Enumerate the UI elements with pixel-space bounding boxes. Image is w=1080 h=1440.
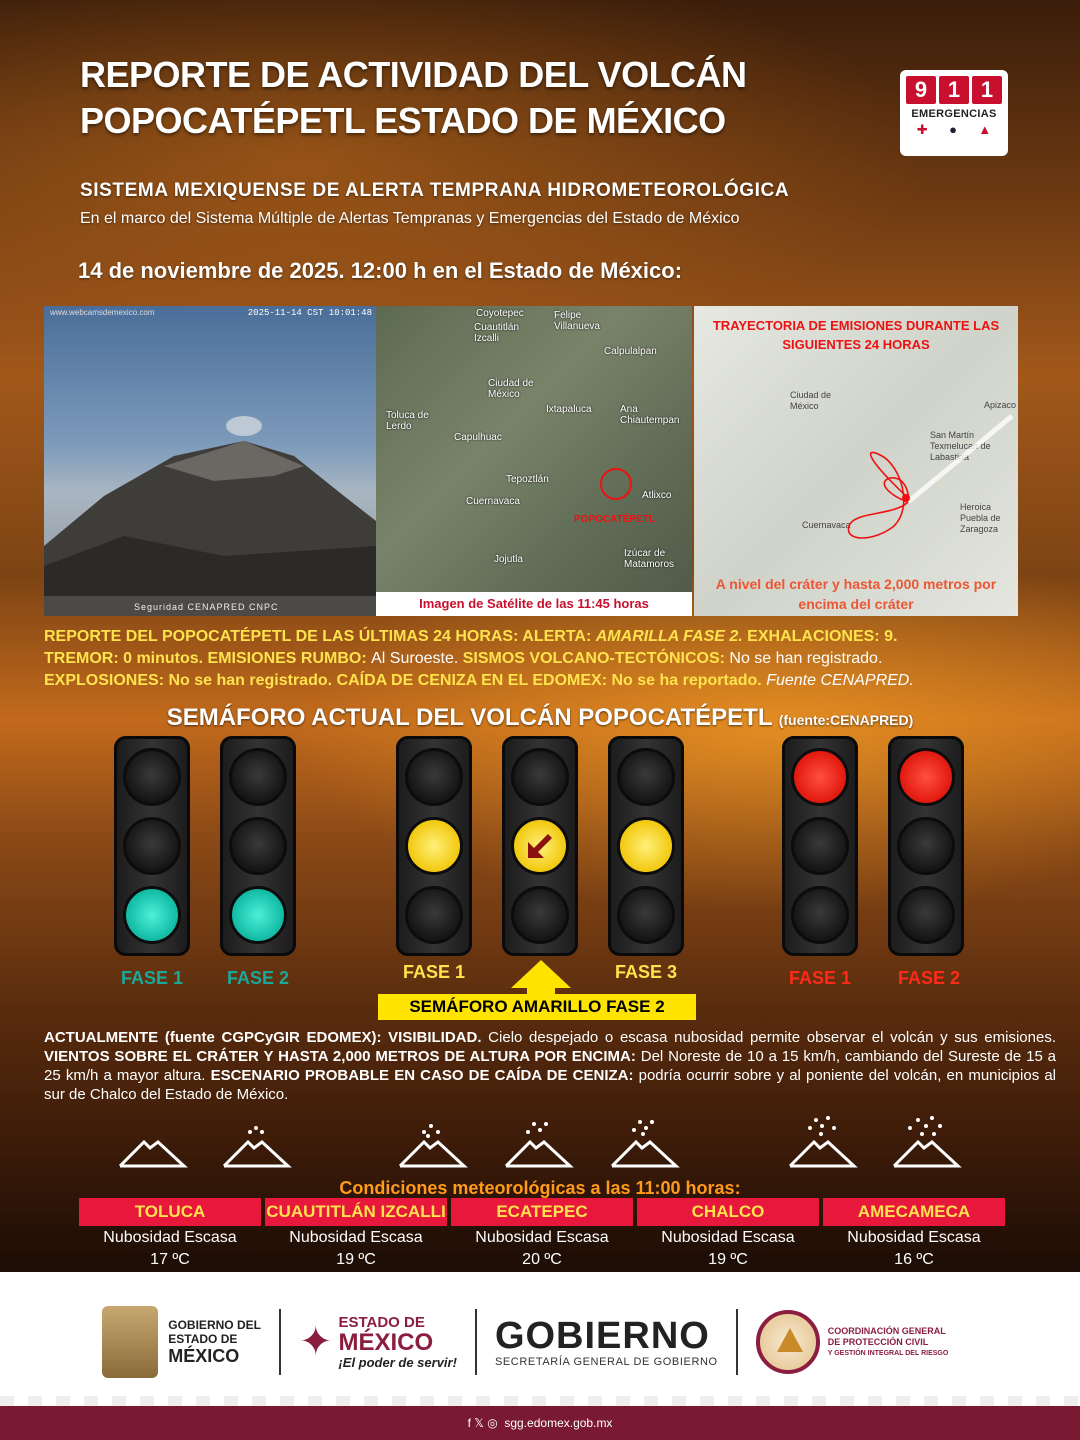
map-label: Heroica Puebla de Zaragoza (960, 502, 1001, 534)
lamp-off (229, 817, 287, 875)
lamp-yellow-on (405, 817, 463, 875)
map-label: Toluca de Lerdo (386, 410, 429, 432)
city-weather-amecameca (823, 1198, 1005, 1270)
city-temperature: 16 ºC (894, 1251, 934, 1268)
phase-label-red-1: FASE 1 (788, 968, 852, 988)
map-label: Cuernavaca (466, 496, 520, 507)
volcano-icon-green-2 (222, 1116, 292, 1170)
city-name: TOLUCA (79, 1198, 261, 1226)
lamp-off (511, 748, 569, 806)
traffic-light-red-2 (888, 736, 964, 956)
state-coat-of-arms-icon (102, 1306, 158, 1378)
map-label: Atlixco (642, 490, 672, 501)
map-label: Jojutla (494, 554, 523, 565)
webcam-timestamp: 2025-11-14 CST 10:01:48 (247, 308, 372, 318)
satellite-image (376, 306, 692, 616)
map-label: Izúcar de Matamoros (624, 548, 675, 570)
hummingbird-icon: ✦ (298, 1320, 333, 1364)
pc-line: COORDINACIÓN GENERAL (827, 1325, 946, 1336)
arrow-down-left-icon (514, 820, 566, 872)
city-weather-toluca (79, 1198, 261, 1270)
divider (475, 1309, 477, 1375)
visibility-text: Cielo despejado o escasa nubosidad permite observar el volcán y sus emisiones. (481, 1029, 1056, 1046)
lamp-red-on (791, 748, 849, 806)
volcano-icon-red-2 (892, 1116, 962, 1170)
report-text: REPORTE DEL POPOCATÉPETL DE LAS ÚLTIMAS 24 HORAS: ALERTA: (44, 628, 596, 645)
city-name: CUAUTITLÁN IZCALLI (265, 1198, 447, 1226)
map-label: Capulhuac (454, 432, 502, 443)
semaforo-title (0, 704, 1080, 732)
volcano-icon-red-1 (788, 1116, 858, 1170)
volcano-icon-yellow-2 (504, 1116, 574, 1170)
trajectory-caption: A nivel del cráter y hasta 2,000 metros por encima del cráter (715, 576, 997, 612)
winds-text: Del Noreste de 10 a 15 km/h, cambiando del Sureste de 15 a 25 km/h a mayor altura. (44, 1048, 1056, 1084)
lamp-off (791, 817, 849, 875)
subtitle: SISTEMA MEXIQUENSE DE ALERTA TEMPRANA HIDROMETEOROLÓGICA (80, 180, 790, 201)
lamp-off (405, 886, 463, 944)
lamp-yellow-on (617, 817, 675, 875)
gob-line: MÉXICO (168, 1346, 240, 1366)
current-phase-badge: SEMÁFORO AMARILLO FASE 2 (378, 994, 696, 1020)
lamp-off (617, 886, 675, 944)
sgg-logo (495, 1316, 718, 1368)
activity-report (44, 626, 1044, 692)
report-value: No se han registrado. (729, 650, 883, 667)
report-source: Fuente CENAPRED. (766, 672, 914, 689)
traffic-light-yellow-2-current (502, 736, 578, 956)
trajectory-map (694, 306, 1018, 616)
edo-line: ESTADO DE (338, 1314, 425, 1331)
satellite-caption: Imagen de Satélite de las 11:45 horas (376, 592, 692, 616)
footer (0, 1272, 1080, 1440)
civil-protection-seal-icon (756, 1310, 820, 1374)
city-condition: Nubosidad Escasa (103, 1229, 237, 1246)
lamp-yellow-arrow (511, 817, 569, 875)
report-date: 14 de noviembre de 2025. 12:00 h en el Estado de México: (78, 258, 683, 283)
lamp-off (405, 748, 463, 806)
logo-digit: 1 (939, 76, 969, 104)
edo-line: MÉXICO (338, 1329, 434, 1356)
ash-scenario-text: podría ocurrir sobre y al poniente del volcán, en municipios al sur de Chalco del Estado de México. (44, 1067, 1057, 1103)
volcano-marker-label: POPOCATÉPETL (574, 514, 655, 525)
phase-label-green-1: FASE 1 (120, 968, 184, 988)
lamp-off (617, 748, 675, 806)
map-label: Coyotepec (476, 308, 524, 319)
civil-protection-logo (828, 1326, 978, 1359)
arrow-up-icon (511, 960, 571, 988)
sgg-name: SECRETARÍA GENERAL DE GOBIERNO (494, 1356, 718, 1368)
map-label: Ana Chiautempan (620, 404, 680, 426)
city-name: CHALCO (637, 1198, 819, 1226)
map-label: Cuernavaca (802, 520, 851, 530)
city-condition: Nubosidad Escasa (661, 1229, 795, 1246)
lamp-off (791, 886, 849, 944)
city-temperature: 17 ºC (150, 1251, 190, 1268)
report-text: TREMOR: 0 minutos. EMISIONES RUMBO: (44, 650, 372, 667)
current-conditions-text (44, 1028, 1056, 1104)
pc-line: Y GESTIÓN INTEGRAL DEL RIESGO (827, 1349, 949, 1357)
lamp-green-on (123, 886, 181, 944)
subtitle-secondary: En el marco del Sistema Múltiple de Alertas Tempranas y Emergencias del Estado de México (80, 210, 740, 227)
city-weather-cuautitlan (265, 1198, 447, 1270)
estado-de-mexico-logo (299, 1314, 457, 1370)
city-weather-ecatepec (451, 1198, 633, 1270)
map-label: Felipe Villanueva (554, 310, 600, 332)
gob-line: ESTADO DE (168, 1332, 238, 1346)
report-text: EXPLOSIONES: No se han registrado. CAÍDA DE CENIZA EN EL EDOMEX: No se ha reportado. (44, 672, 767, 689)
map-label: San Martín Texmelucan de Labastida (930, 430, 991, 462)
police-cap-icon: ● (949, 122, 957, 137)
city-temperature: 19 ºC (708, 1251, 748, 1268)
map-label: Ciudad de México (790, 390, 832, 411)
report-value: Al Suroeste. (371, 650, 459, 667)
city-condition: Nubosidad Escasa (475, 1229, 609, 1246)
lamp-off (229, 748, 287, 806)
semaforo-title-text: SEMÁFORO ACTUAL DEL VOLCÁN POPOCATÉPETL (166, 704, 779, 731)
traffic-light-red-1 (782, 736, 858, 956)
gobierno-word: GOBIERNO (494, 1315, 710, 1357)
lamp-off (511, 886, 569, 944)
volcano-icon-yellow-1 (398, 1116, 468, 1170)
traffic-light-yellow-3 (608, 736, 684, 956)
title-line-1: REPORTE DE ACTIVIDAD DEL VOLCÁN (80, 54, 747, 95)
website-link[interactable]: sgg.edomex.gob.mx (504, 1416, 613, 1430)
city-weather-list (79, 1198, 1079, 1270)
volcano-photo (44, 306, 376, 616)
city-name: AMECAMECA (823, 1198, 1005, 1226)
report-text: SISMOS VOLCANO-TECTÓNICOS: (458, 650, 730, 667)
report-text: EXHALACIONES: 9. (742, 628, 898, 645)
logo-digit: 1 (972, 76, 1002, 104)
divider (279, 1309, 281, 1375)
edo-slogan: ¡El poder de servir! (338, 1355, 457, 1370)
city-name: ECATEPEC (451, 1198, 633, 1226)
city-condition: Nubosidad Escasa (847, 1229, 981, 1246)
pc-line: DE PROTECCIÓN CIVIL (827, 1336, 929, 1347)
webcam-url: www.webcamsdemexico.com (50, 308, 155, 317)
city-temperature: 20 ºC (522, 1251, 562, 1268)
traffic-light-yellow-1 (396, 736, 472, 956)
volcano-icon-yellow-3 (610, 1116, 680, 1170)
map-label: Cuautitlán Izcalli (474, 322, 520, 344)
map-label: Ixtapaluca (546, 404, 592, 415)
traffic-light-green-1 (114, 736, 190, 956)
alert-level: AMARILLA FASE 2. (595, 628, 743, 645)
lamp-off (123, 817, 181, 875)
webcam-credits: Seguridad CENAPRED CNPC (134, 602, 279, 612)
trajectory-plot (694, 306, 1018, 616)
lamp-off (897, 817, 955, 875)
phase-label-yellow-3: FASE 3 (614, 962, 678, 982)
trajectory-title: TRAYECTORIA DE EMISIONES DURANTE LAS SIGUIENTES 24 HORAS (712, 318, 1000, 352)
title-line-2: POPOCATÉPETL ESTADO DE MÉXICO (80, 100, 726, 141)
fire-icon: ▲ (978, 122, 992, 137)
divider (736, 1309, 738, 1375)
page-title (80, 52, 840, 144)
lamp-red-on (897, 748, 955, 806)
traffic-light-green-2 (220, 736, 296, 956)
webcam-image (44, 306, 376, 616)
volcano-marker-circle (600, 468, 632, 500)
winds-heading: VIENTOS SOBRE EL CRÁTER Y HASTA 2,000 METROS DE ALTURA POR ENCIMA: (44, 1048, 636, 1065)
logo-digit: 9 (906, 76, 936, 104)
semaforo-source: (fuente:CENAPRED) (778, 712, 914, 728)
map-label: Tepoztlán (506, 474, 549, 485)
lamp-off (123, 748, 181, 806)
medical-cross-icon: ✚ (916, 122, 928, 137)
gobierno-estado-logo (168, 1318, 261, 1366)
volcano-icon-green-1 (118, 1116, 188, 1170)
city-temperature: 19 ºC (336, 1251, 376, 1268)
phase-label-green-2: FASE 2 (226, 968, 290, 988)
lamp-green-on (229, 886, 287, 944)
map-label: Calpulalpan (604, 346, 657, 357)
lamp-off (897, 886, 955, 944)
weather-conditions-title: Condiciones meteorológicas a las 11:00 horas: (339, 1178, 741, 1198)
city-condition: Nubosidad Escasa (289, 1229, 423, 1246)
visibility-heading: ACTUALMENTE (fuente CGPCyGIR EDOMEX): VISIBILIDAD. (44, 1029, 482, 1046)
logo-911-label: EMERGENCIAS (911, 108, 997, 120)
logo-911 (900, 70, 1008, 156)
footer-bar (0, 1406, 1080, 1440)
gob-line: GOBIERNO DEL (168, 1318, 261, 1332)
phase-label-red-2: FASE 2 (897, 968, 961, 988)
social-icons: f 𝕏 ◎ (467, 1416, 498, 1430)
city-weather-chalco (637, 1198, 819, 1270)
map-label: Ciudad de México (488, 378, 534, 400)
phase-label-yellow-1: FASE 1 (402, 962, 466, 982)
map-label: Apizaco (984, 400, 1017, 410)
ash-scenario-heading: ESCENARIO PROBABLE EN CASO DE CAÍDA DE CENIZA: (210, 1067, 634, 1084)
